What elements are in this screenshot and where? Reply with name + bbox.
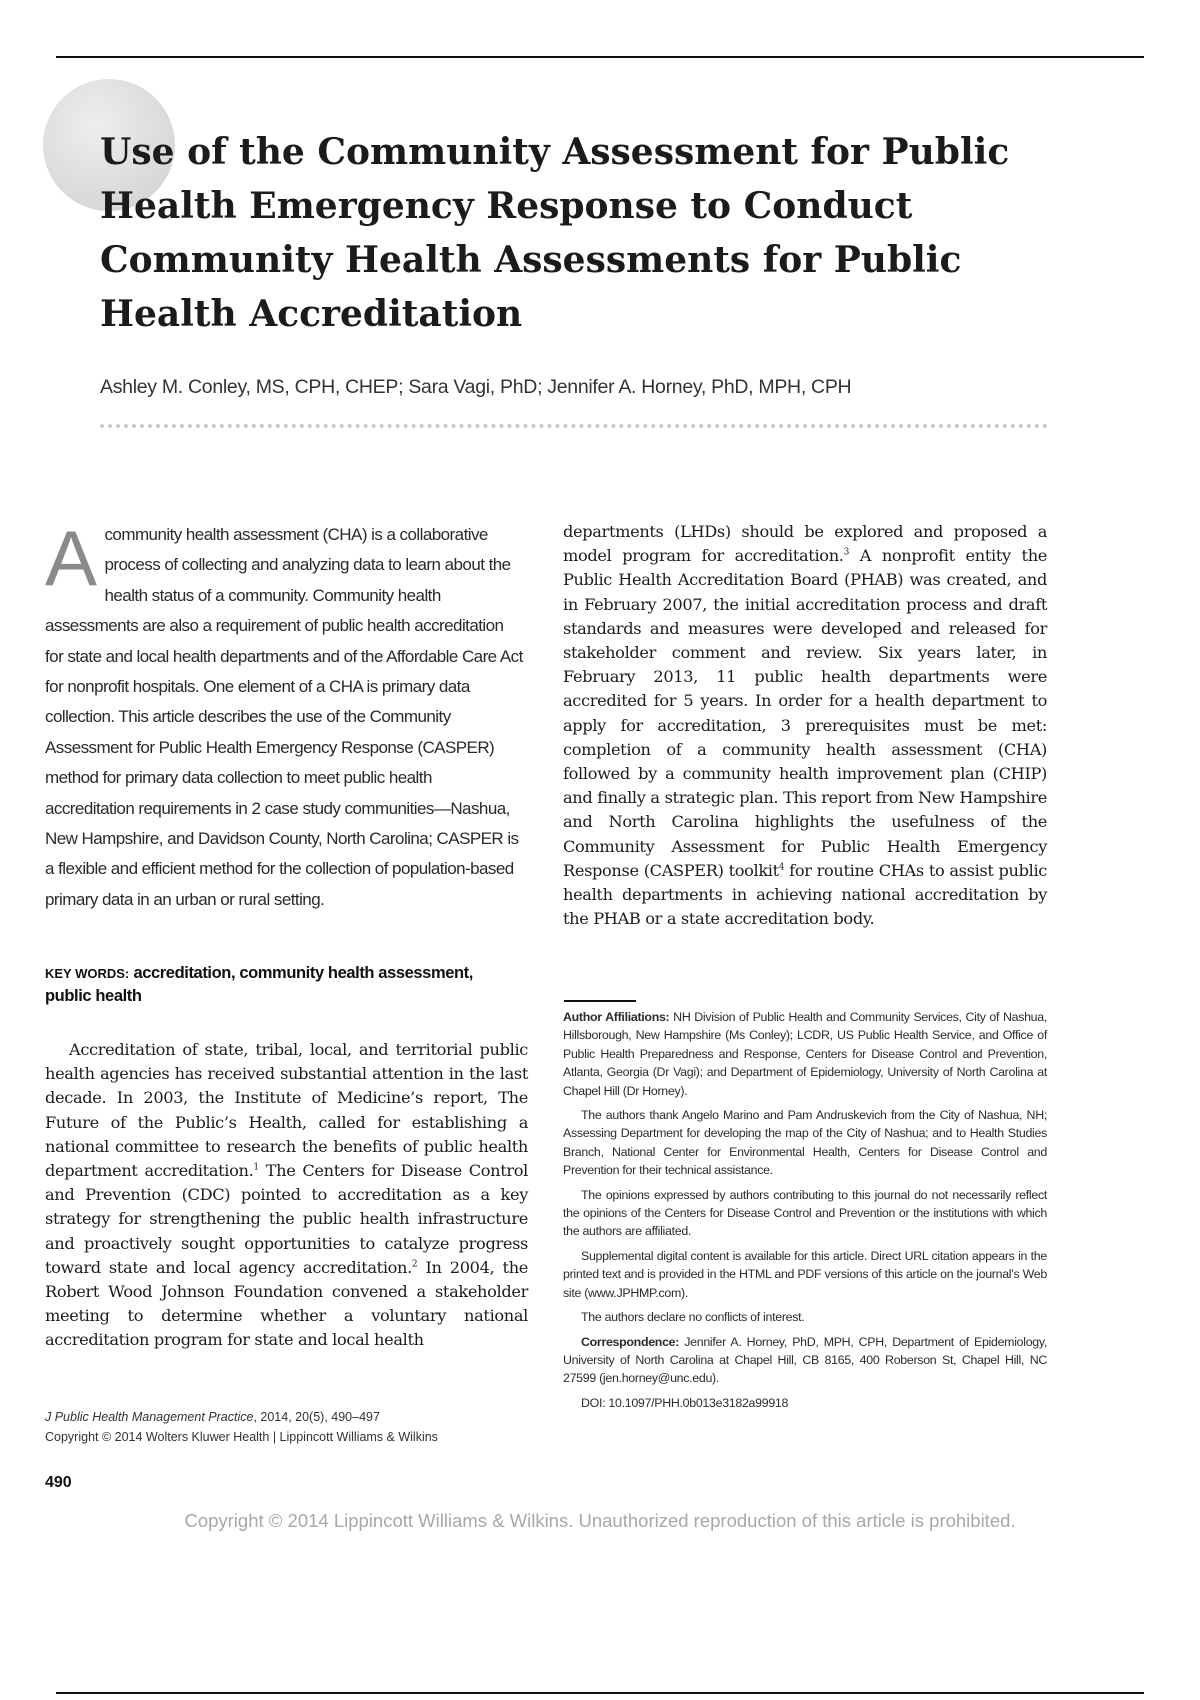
correspondence-label: Correspondence: bbox=[581, 1334, 680, 1349]
journal-citation bbox=[45, 1407, 525, 1447]
journal-details: , 2014, 20(5), 490–497 bbox=[253, 1410, 380, 1424]
body-text: departments (LHDs) should be explored and proposed a model program for accreditation. bbox=[563, 522, 1047, 566]
journal-name: J Public Health Management Practice bbox=[45, 1410, 254, 1424]
copyright-line: Copyright © 2014 Wolters Kluwer Health | Lippincott Williams & Wilkins bbox=[45, 1430, 438, 1444]
doi: DOI: 10.1097/PHH.0b013e3182a99918 bbox=[581, 1395, 789, 1410]
author-list: Ashley M. Conley, MS, CPH, CHEP; Sara Vagi, PhD; Jennifer A. Horney, PhD, MPH, CPH bbox=[100, 376, 852, 398]
dotted-divider bbox=[100, 424, 1048, 428]
supplemental-content-note: Supplemental digital content is available for this article. Direct URL citation appears in the printed text and is provided in the HTML and PDF versions of this article on the journal’s Web site (www.JPHMP.com). bbox=[563, 1248, 1047, 1300]
body-text: In 2004, the Robert Wood Johnson Foundation convened a stakeholder meeting to determine whether a voluntary national accreditation program for state and local health bbox=[45, 1257, 529, 1350]
conflict-of-interest: The authors declare no conflicts of interest. bbox=[581, 1310, 805, 1325]
body-text: The Centers for Disease Control and Prevention (CDC) pointed to accreditation as a key strategy for strengthening the public health infrastructure and proactively sought opportunities to catalyze progress toward state and local agency accreditation. bbox=[45, 1161, 528, 1277]
bottom-rule bbox=[56, 1692, 1144, 1694]
reference-marker: 2 bbox=[411, 1259, 418, 1270]
correspondence-text: Jennifer A. Horney, PhD, MPH, CPH, Department of Epidemiology, University of North Carolina at Chapel Hill, CB 8165, 400 Roberson St, Chapel Hill, NC 27599 (jen.horney@unc.edu). bbox=[563, 1334, 1047, 1386]
page-number: 490 bbox=[45, 1474, 72, 1491]
article-notes bbox=[563, 1008, 1047, 1412]
footnote-rule bbox=[564, 1000, 636, 1002]
top-rule bbox=[56, 56, 1144, 58]
author-affiliations bbox=[563, 1008, 1047, 1100]
acknowledgments: The authors thank Angelo Marino and Pam Andruskevich from the City of Nashua, NH; Assessing Department for developing the map of the City of Nashua; and to Health Studies Branch, National Center for Environmental Health, Centers for Disease Control and Prevention for their technical assistance. bbox=[563, 1108, 1047, 1178]
reference-marker: 1 bbox=[253, 1162, 259, 1173]
body-text-left-column bbox=[45, 1038, 528, 1353]
affiliations-text: NH Division of Public Health and Community Services, City of Nashua, Hillsborough, New Hampshire (Ms Conley); LCDR, US Public Health Service, and Office of Public Health Preparedness and Response, Centers for Disease Control and Prevention, Atlanta, Georgia (Dr Vagi); and Department of Epidemiology, University of North Carolina at Chapel Hill (Dr Horney). bbox=[563, 1010, 1047, 1098]
article-title: Use of the Community Assessment for Public Health Emergency Response to Conduct Community Health Assessments for Public Health Accreditation bbox=[100, 131, 1010, 335]
body-text: Accreditation of state, tribal, local, and territorial public health agencies has received substantial attention in the last decade. In 2003, the Institute of Medicine’s report, The Future of the Public’s Health, called for establishing a national committee to research the benefits of public health department accreditation. bbox=[45, 1040, 528, 1181]
keywords-label: KEY WORDS: bbox=[45, 966, 130, 981]
reproduction-notice: Copyright © 2014 Lippincott Williams & Wilkins. Unauthorized reproduction of this article is prohibited. bbox=[184, 1510, 1016, 1531]
abstract bbox=[45, 514, 525, 915]
disclaimer: The opinions expressed by authors contributing to this journal do not necessarily reflect the opinions of the Centers for Disease Control and Prevention or the institutions with which the authors are affiliated. bbox=[563, 1187, 1047, 1239]
reference-marker: 4 bbox=[778, 862, 785, 873]
drop-cap: A bbox=[45, 514, 97, 602]
correspondence bbox=[563, 1333, 1047, 1388]
body-text-right-column bbox=[563, 520, 1047, 931]
reference-marker: 3 bbox=[843, 547, 849, 558]
affiliations-label: Author Affiliations: bbox=[563, 1010, 670, 1024]
body-text: A nonprofit entity the Public Health Accreditation Board (PHAB) was created, and in February 2007, the initial accreditation process and draft standards and measures were developed and released for stakeholder comment and review. Six years later, in February 2013, 11 public health departments were accredited for 5 years. In order for a health department to apply for accreditation, 3 prerequisites must be met: completion of a community health assessment (CHA) followed by a community health improvement plan (CHIP) and finally a strategic plan. This report from New Hampshire and North Carolina highlights the usefulness of the Community Assessment for Public Health Emergency Response (CASPER) toolkit bbox=[563, 546, 1047, 880]
keywords bbox=[45, 962, 515, 1007]
keywords-text: accreditation, community health assessment, public health bbox=[45, 964, 473, 1005]
body-text: for routine CHAs to assist public health departments in achieving national accreditation by the PHAB or a state accreditation body. bbox=[563, 860, 1047, 929]
abstract-text: community health assessment (CHA) is a collaborative process of collecting and analyzing data to learn about the health status of a community. Community health assessments are also a requirement of public health accreditation for state and local health departments and of the Affordable Care Act for nonprofit hospitals. One element of a CHA is primary data collection. This article describes the use of the Community Assessment for Public Health Emergency Response (CASPER) method for primary data collection to meet public health accreditation requirements in 2 case study communities—Nashua, New Hampshire, and Davidson County, North Carolina; CASPER is a flexible and efficient method for the collection of population-based primary data in an urban or rural setting. bbox=[45, 525, 523, 909]
